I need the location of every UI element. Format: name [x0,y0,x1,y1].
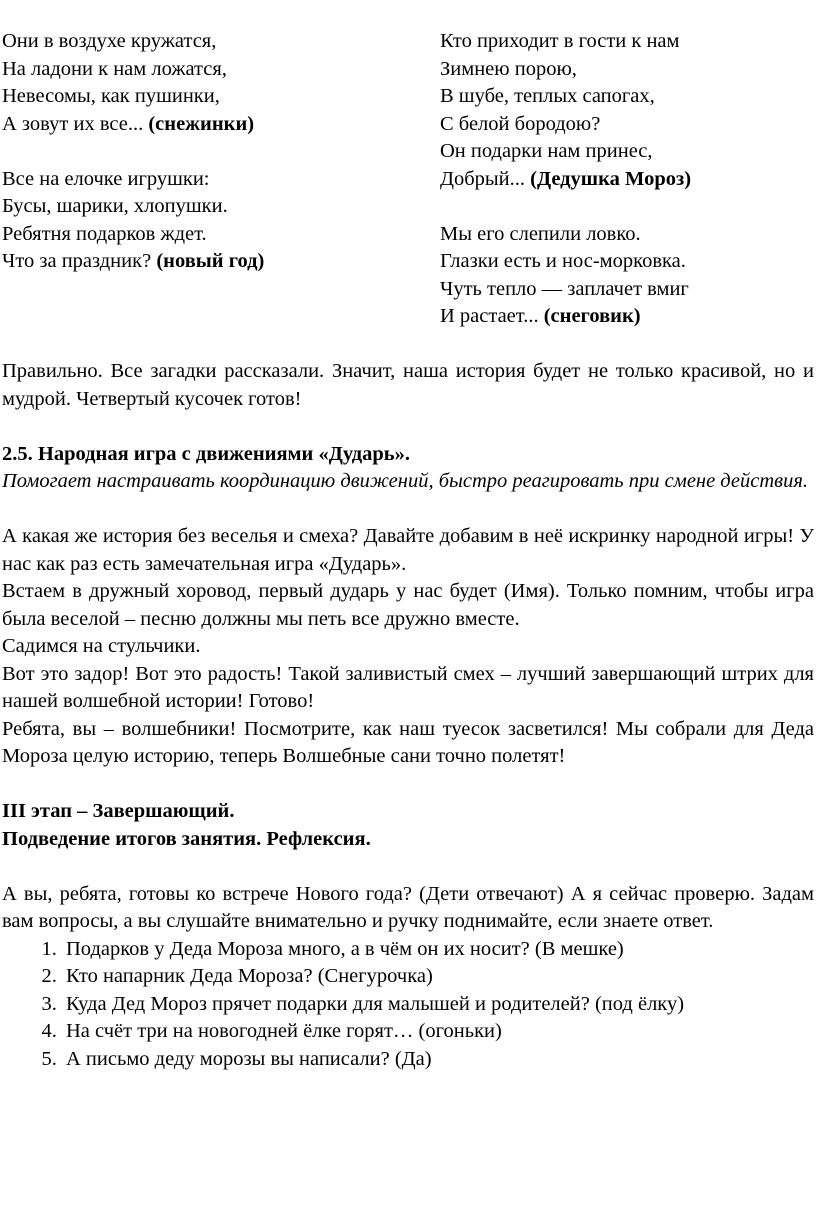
paragraph-riddles-summary: Правильно. Все загадки рассказали. Значит, наша история будет не только красивой, но и мудрой. Четвертый кусочек готов! [2,360,814,410]
list-item: 1. Подарков у Деда Мороза много, а в чём он их носит? (В мешке) [62,936,816,964]
riddle-line: Они в воздухе кружатся, [2,30,217,52]
document-page [0,28,816,1073]
riddle-answer: (новый год) [156,250,265,272]
riddle-line: Ребятня подарков ждет. [2,222,207,245]
list-item: 5. А письмо деду морозы вы написали? (Да) [62,1046,816,1074]
list-item: 4. На счёт три на новогодней ёлке горят… (огоньки) [62,1018,816,1046]
riddle-line: Чуть тепло — заплачет вмиг [440,277,689,300]
riddle-question-line [2,111,440,139]
riddle-line: Бусы, шарики, хлопушки. [2,195,228,217]
riddle-line: С белой бородою? [440,112,601,135]
riddle-question: Что за праздник? [2,250,152,272]
riddle-line: Мы его слепили ловко. [440,222,641,245]
paragraph-final-intro: А вы, ребята, готовы ко встрече Нового года? (Дети отвечают) А я сейчас проверю. Задам вам вопросы, а вы слушайте внимательно и ручку поднимайте, если знаете ответ. [2,882,814,932]
riddle-answer: (снежинки) [148,112,255,135]
riddle-line: На ладони к нам ложатся, [2,57,227,80]
riddle-line: Он подарки нам принес, [440,140,653,162]
riddle-answer: (Дедушка Мороз) [530,167,692,190]
riddle-line: В шубе, теплых сапогах, [440,85,655,107]
riddle-question-line [440,166,816,194]
riddle-line: Невесомы, как пушинки, [2,85,220,107]
riddle-snowman [440,221,816,331]
list-item: 2. Кто напарник Деда Мороза? (Снегурочка) [62,963,816,991]
riddle-question: Добрый... [440,167,526,190]
section-heading: 2.5. Народная игра с движениями «Дударь». [2,442,411,465]
riddles-right-column [440,28,816,331]
stage-heading: III этап – Завершающий. [2,800,235,822]
riddles-block [0,28,816,331]
paragraph-joy: Вот это задор! Вот это радость! Такой заливистый смех – лучший завершающий штрих для нашей волшебной истории! Готово! [2,662,814,712]
list-item: 3. Куда Дед Мороз прячет подарки для малышей и родителей? (под ёлку) [62,991,816,1019]
riddle-line: Все на елочке игрушки: [2,167,210,190]
riddle-snowflakes [2,28,440,138]
riddles-left-column [0,28,440,331]
riddle-question-line [440,303,816,331]
riddle-new-year [2,166,440,276]
riddle-question: А зовут их все... [2,112,144,135]
stage-subtitle: Подведение итогов занятия. Рефлексия. [2,827,371,850]
riddle-line: Зимнею порою, [440,57,577,80]
paragraph-sit-down: Садимся на стульчики. [2,635,201,657]
riddle-line: Глазки есть и нос-морковка. [440,250,686,272]
paragraph-game-circle: Встаем в дружный хоровод, первый дударь у нас будет (Имя). Только помним, чтобы игра была веселой – песню должны мы петь все дружно вместе. [2,580,814,630]
riddle-line: Кто приходит в гости к нам [440,30,680,52]
paragraph-wizards: Ребята, вы – волшебники! Посмотрите, как наш туесок засветился! Мы собрали для Деда Мороза целую историю, теперь Волшебные сани точно полетят! [2,717,814,767]
riddle-ded-moroz [440,28,816,193]
riddle-question-line [2,248,440,276]
section-subtitle: Помогает настраивать координацию движений, быстро реагировать при смене действия. [2,470,808,492]
riddle-question: И растает... [440,305,539,327]
paragraph-game-intro: А какая же история без веселья и смеха? Давайте добавим в неё искринку народной игры! У нас как раз есть замечательная игра «Дударь». [2,525,814,575]
riddle-answer: (снеговик) [543,305,641,327]
question-list [0,936,816,1074]
